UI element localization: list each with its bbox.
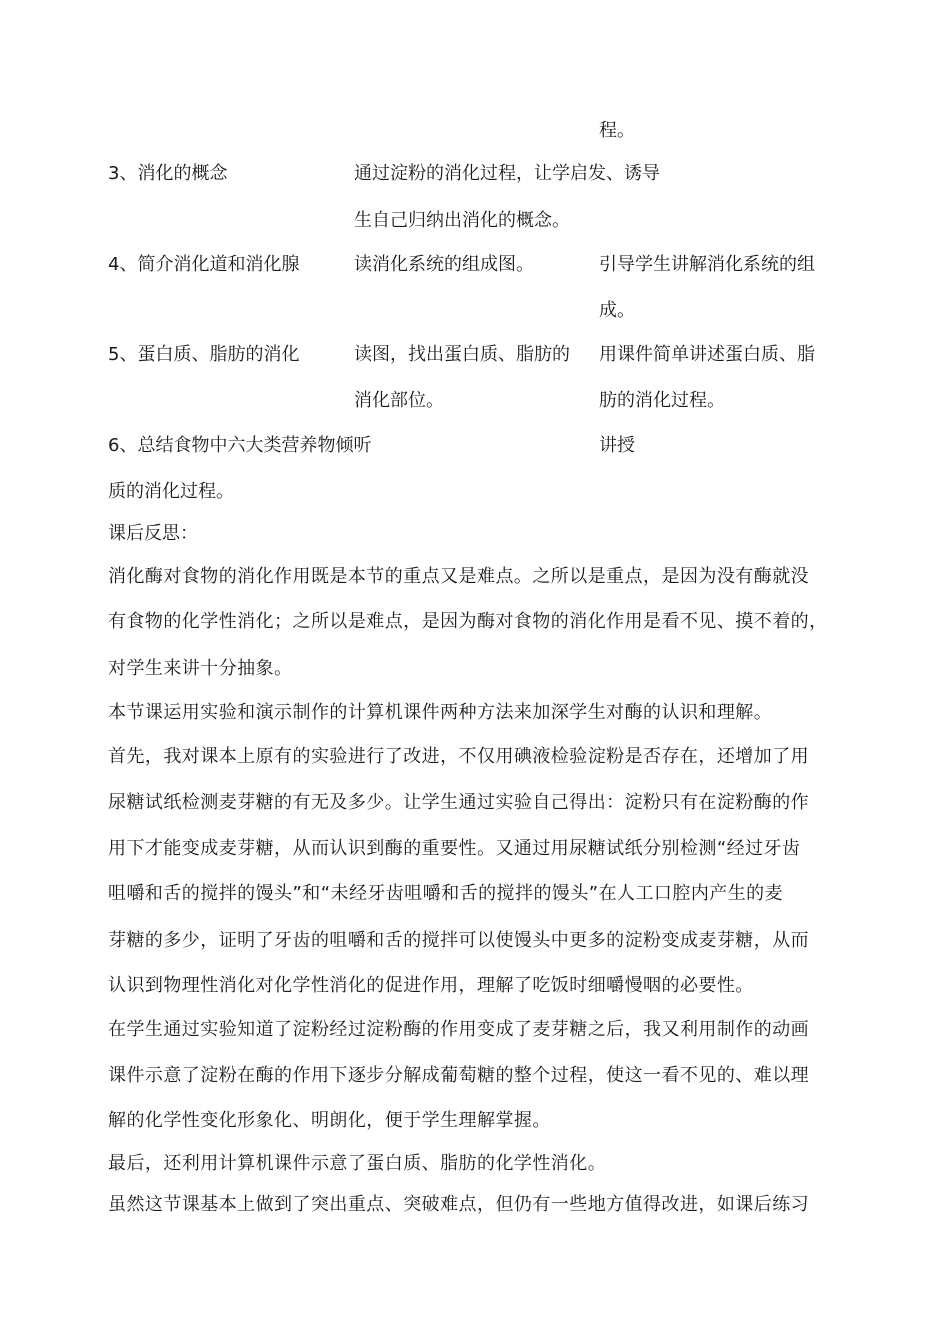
row-activity-digestion-concept-line1: 通过淀粉的消化过程，让学启发、诱导 — [354, 163, 660, 184]
reflection-line: 认识到物理性消化对化学性消化的促进作用，理解了吃饭时细嚼慢咽的必要性。 — [108, 975, 754, 996]
row-activity-protein-fat-line2: 消化部位。 — [354, 390, 444, 411]
row-topic-protein-fat: 5、蛋白质、脂肪的消化 — [108, 344, 300, 365]
row-method-digestive-tract-line1: 引导学生讲解消化系统的组 — [599, 254, 815, 275]
row-method-protein-fat-line1: 用课件简单讲述蛋白质、脂 — [599, 344, 815, 365]
table-cell-method-continuation: 程。 — [599, 120, 635, 141]
reflection-line: 首先，我对课本上原有的实验进行了改进，不仅用碘液检验淀粉是否存在，还增加了用 — [108, 746, 810, 767]
reflection-line: 虽然这节课基本上做到了突出重点、突破难点，但仍有一些地方值得改进，如课后练习 — [108, 1194, 810, 1215]
reflection-line: 最后，还利用计算机课件示意了蛋白质、脂肪的化学性消化。 — [108, 1153, 607, 1174]
reflection-heading: 课后反思： — [108, 523, 198, 544]
row-method-protein-fat-line2: 肪的消化过程。 — [599, 390, 725, 411]
reflection-line: 课件示意了淀粉在酶的作用下逐步分解成葡萄糖的整个过程，使这一看不见的、难以理 — [108, 1065, 810, 1086]
row-topic-summary-line2: 质的消化过程。 — [108, 481, 234, 502]
reflection-line: 消化酶对食物的消化作用既是本节的重点又是难点。之所以是重点，是因为没有酶就没 — [108, 566, 810, 587]
row-activity-digestion-concept-line2: 生自己归纳出消化的概念。 — [354, 210, 570, 231]
reflection-line: 有食物的化学性消化；之所以是难点，是因为酶对食物的消化作用是看不见、摸不着的， — [108, 611, 828, 632]
row-method-digestive-tract-line2: 成。 — [599, 300, 635, 321]
row-activity-protein-fat-line1: 读图，找出蛋白质、脂肪的 — [354, 344, 570, 365]
row-topic-summary-line1: 6、总结食物中六大类营养物倾听 — [108, 435, 372, 456]
reflection-line: 解的化学性变化形象化、明朗化，便于学生理解掌握。 — [108, 1110, 551, 1131]
reflection-line: 在学生通过实验知道了淀粉经过淀粉酶的作用变成了麦芽糖之后，我又利用制作的动画 — [108, 1019, 810, 1040]
reflection-line: 用下才能变成麦芽糖，从而认识到酶的重要性。又通过用尿糖试纸分别检测“经过牙齿 — [108, 838, 801, 859]
reflection-line: 芽糖的多少，证明了牙齿的咀嚼和舌的搅拌可以使馒头中更多的淀粉变成麦芽糖，从而 — [108, 930, 810, 951]
row-topic-digestive-tract: 4、简介消化道和消化腺 — [108, 254, 300, 275]
reflection-line: 本节课运用实验和演示制作的计算机课件两种方法来加深学生对酶的认识和理解。 — [108, 702, 773, 723]
reflection-line: 尿糖试纸检测麦芽糖的有无及多少。让学生通过实验自己得出：淀粉只有在淀粉酶的作 — [108, 792, 810, 813]
row-topic-digestion-concept: 3、消化的概念 — [108, 163, 228, 184]
row-activity-digestive-tract: 读消化系统的组成图。 — [354, 254, 534, 275]
reflection-line: 咀嚼和舌的搅拌的馒头”和“未经牙齿咀嚼和舌的搅拌的馒头”在人工口腔内产生的麦 — [108, 883, 784, 904]
reflection-line: 对学生来讲十分抽象。 — [108, 658, 293, 679]
row-method-summary: 讲授 — [599, 435, 635, 456]
